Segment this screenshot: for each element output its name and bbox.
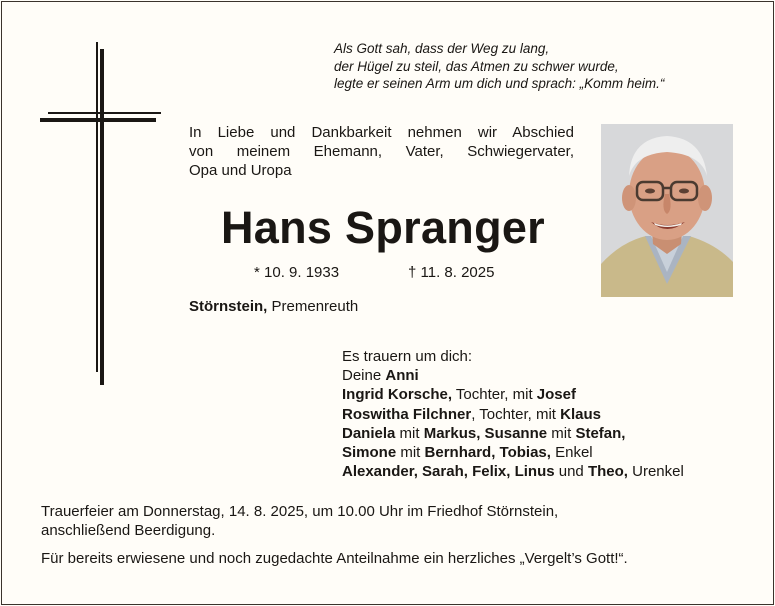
intro-line: von meinem Ehemann, Vater, Schwiegervater, (189, 143, 574, 160)
cross-vertical-thick (100, 49, 104, 385)
mourner-name: Josef (536, 386, 576, 404)
text-segment: und (554, 463, 588, 481)
portrait-image (601, 124, 733, 297)
text-segment: Tochter, mit (452, 386, 537, 404)
poem-line: der Hügel zu steil, das Atmen zu schwer wurde, (334, 58, 619, 74)
place (189, 298, 358, 315)
text-segment: mit (396, 444, 425, 462)
mourner-name: Klaus (560, 405, 601, 423)
mourner-name: Alexander, Sarah, Felix, Linus (342, 463, 555, 481)
mourner-name: Anni (385, 367, 419, 385)
intro-line: In Liebe und Dankbarkeit nehmen wir Abschied (189, 124, 574, 141)
mourner-line (342, 385, 684, 404)
mourner-name: Ingrid Korsche, (342, 386, 453, 404)
poem-line: Als Gott sah, dass der Weg zu lang, (334, 41, 550, 56)
text-segment: Deine (342, 367, 386, 385)
mourner-line (342, 366, 684, 385)
mourner-line (342, 424, 684, 443)
mourner-line (342, 405, 684, 424)
text-segment: mit (395, 424, 424, 442)
mourner-name: Theo, (587, 463, 628, 481)
mourner-name: Simone (342, 444, 397, 462)
mourner-name: Roswitha Filchner (342, 405, 472, 423)
place-sub: Premenreuth (267, 298, 359, 315)
text-segment: Urenkel (627, 463, 684, 481)
death-date: † 11. 8. 2025 (408, 264, 495, 281)
mourner-name: Daniela (342, 424, 396, 442)
cross-horizontal-thin (48, 112, 161, 114)
portrait-photo (601, 124, 733, 297)
mourner-name: Markus, Susanne (423, 424, 548, 442)
funeral-info-line: Trauerfeier am Donnerstag, 14. 8. 2025, um 10.00 Uhr im Friedhof Störnstein, (41, 503, 559, 520)
cross-horizontal-thick (40, 118, 156, 122)
text-segment: mit (547, 424, 576, 442)
thanks-note: Für bereits erwiesene und noch zugedachte Anteilnahme ein herzliches „Vergelt’s Gott!“. (41, 550, 628, 567)
intro-line: Opa und Uropa (189, 162, 292, 179)
funeral-info (41, 502, 558, 540)
text-segment: Enkel (550, 444, 593, 462)
poem (334, 40, 664, 93)
mourner-line (342, 443, 684, 462)
poem-line: legte er seinen Arm um dich und sprach: „Komm heim.“ (334, 76, 665, 91)
intro-text (189, 123, 574, 180)
birth-date: * 10. 9. 1933 (254, 264, 340, 281)
obituary-card (1, 1, 774, 605)
funeral-info-line: anschließend Beerdigung. (41, 522, 216, 539)
mourners-list (342, 347, 684, 481)
mourner-name: Bernhard, Tobias, (424, 444, 551, 462)
place-main: Störnstein, (189, 298, 268, 315)
text-segment: , Tochter, mit (471, 405, 561, 423)
cross-vertical-thin (96, 42, 98, 372)
mourner-line (342, 462, 684, 481)
deceased-name: Hans Spranger (221, 202, 545, 253)
mourners-heading: Es trauern um dich: (342, 348, 473, 365)
mourner-name: Stefan, (575, 424, 626, 442)
